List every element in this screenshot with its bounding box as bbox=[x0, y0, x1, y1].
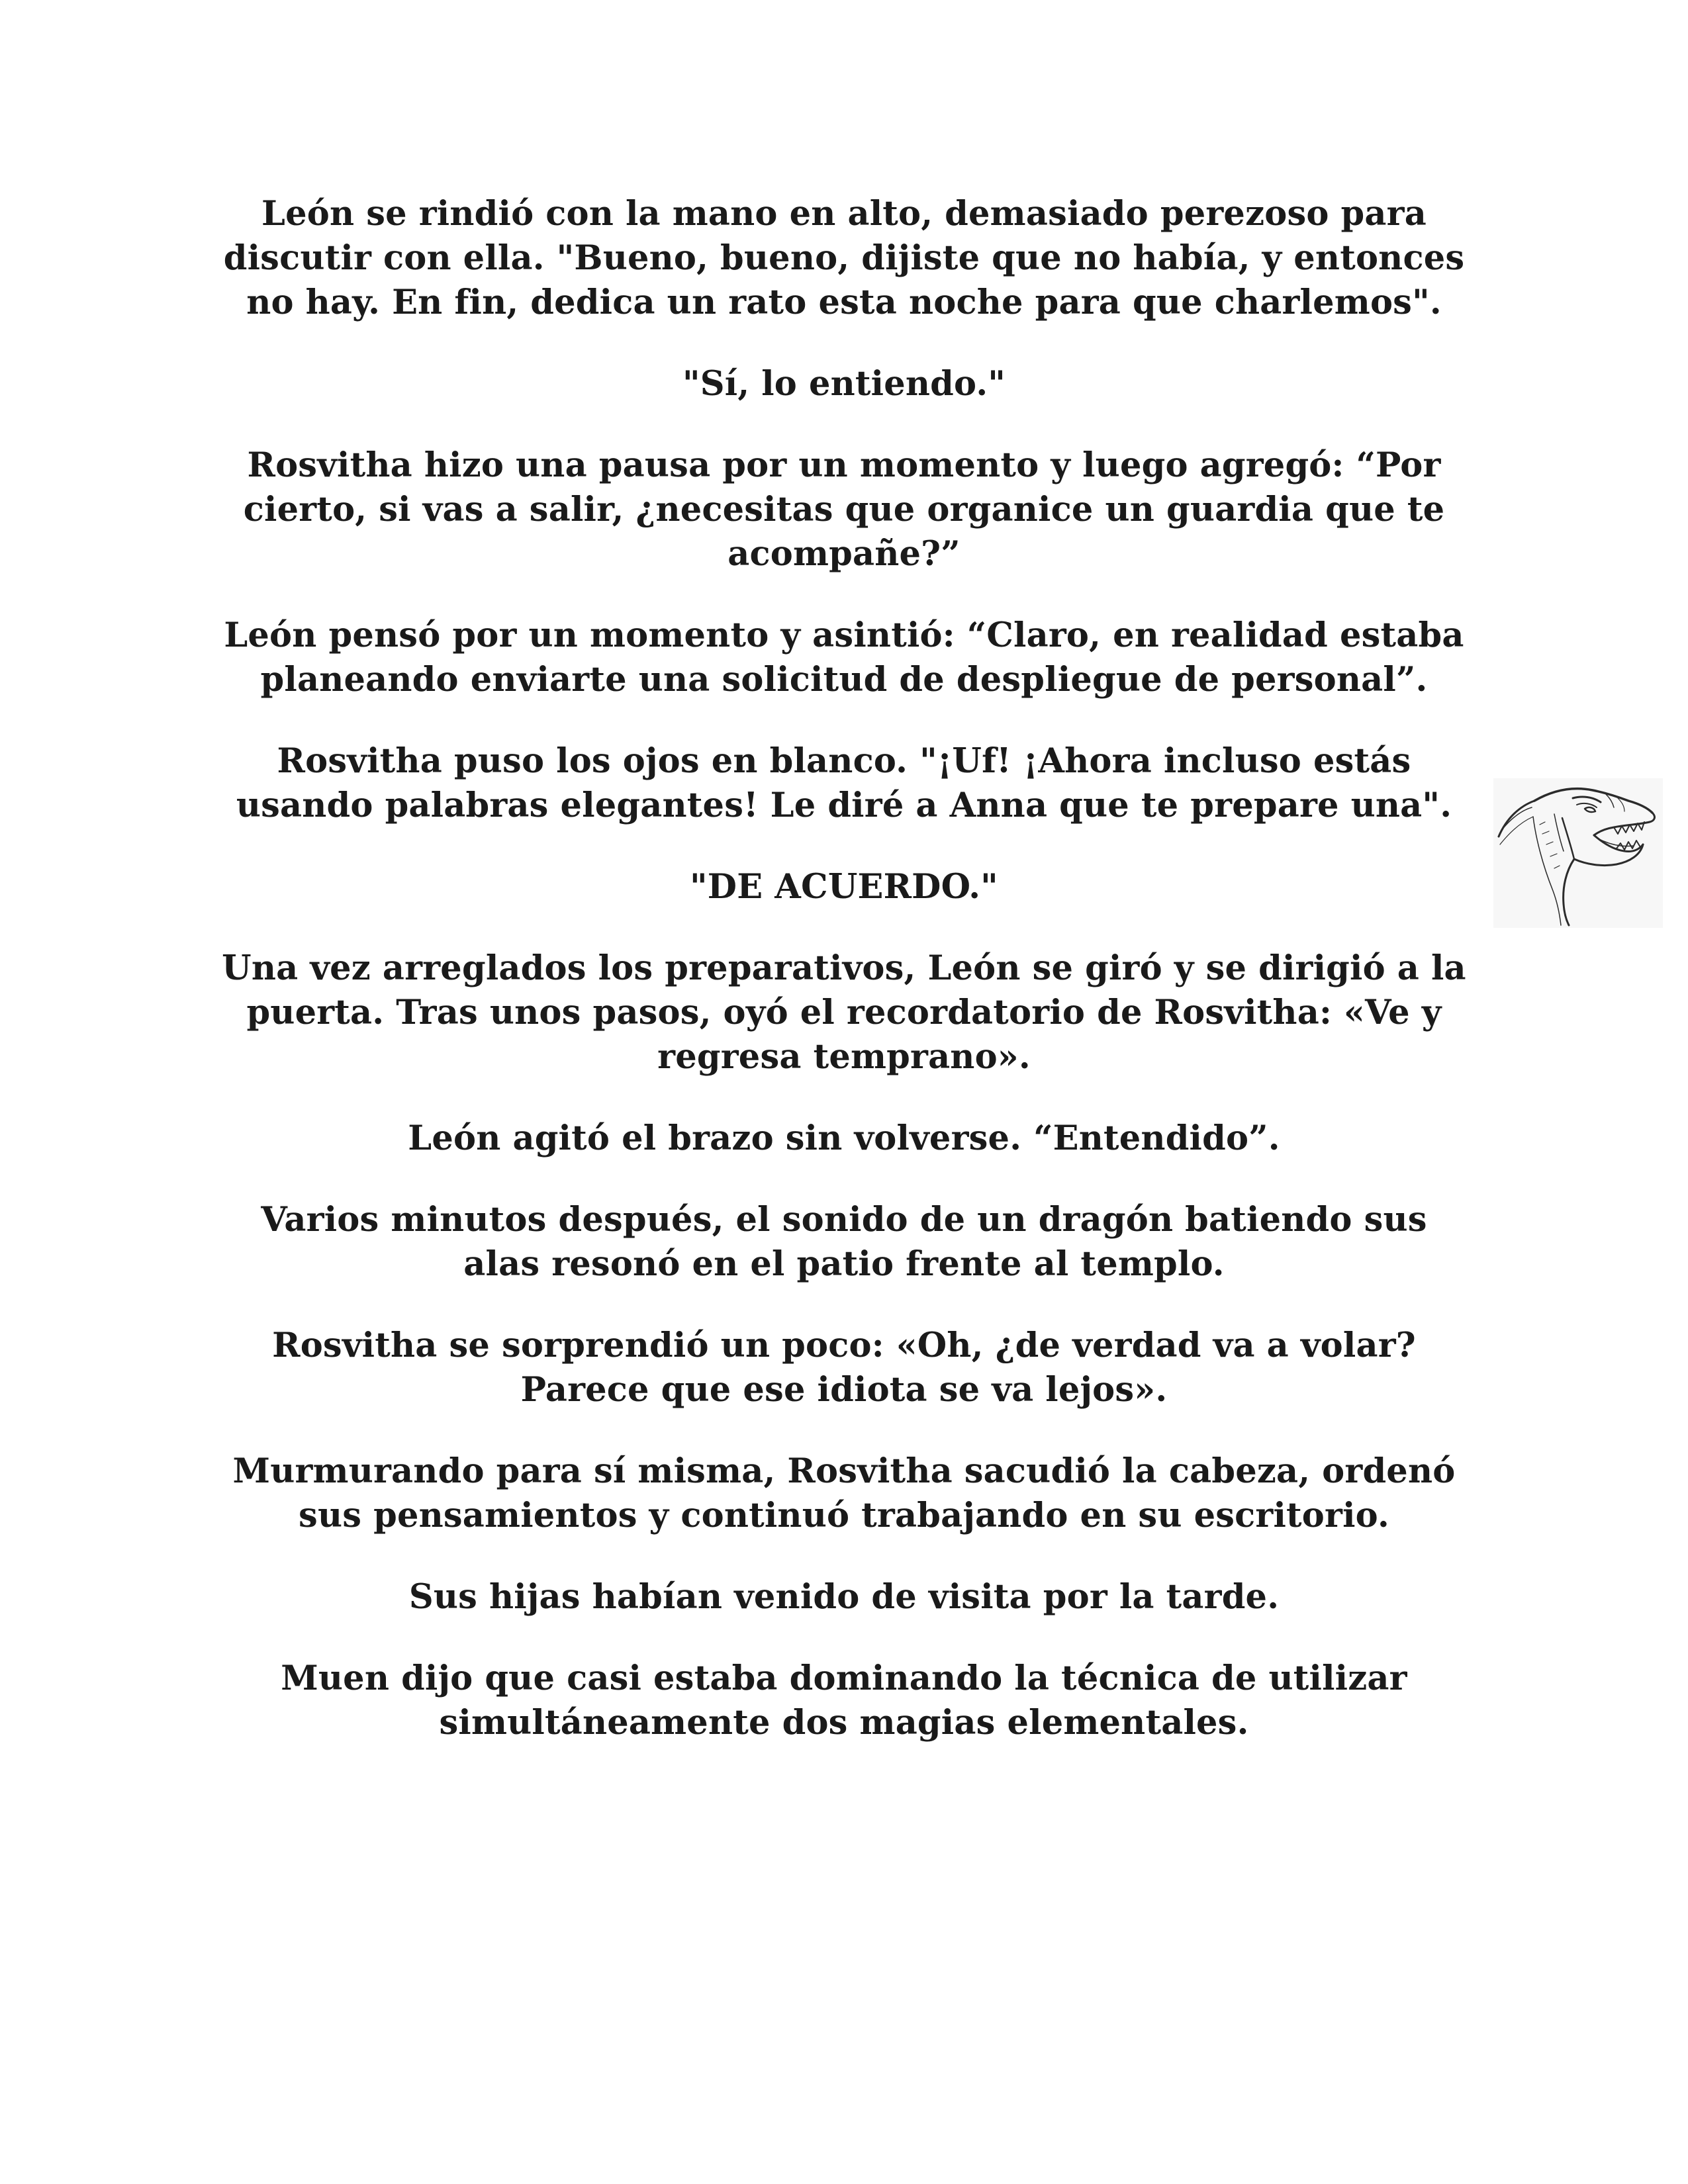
paragraph: Murmurando para sí misma, Rosvitha sacudió la cabeza, ordenó sus pensamientos y continuó trabajando en su escritorio. bbox=[232, 1451, 1456, 1535]
paragraph: Sus hijas habían venido de visita por la tarde. bbox=[408, 1577, 1280, 1617]
dragon-head-sketch-icon bbox=[1493, 778, 1663, 928]
paragraph: Rosvitha hizo una pausa por un momento y luego agregó: “Por cierto, si vas a salir, ¿necesitas que organice un guardia que te acompañe?” bbox=[243, 445, 1445, 574]
document-body bbox=[218, 192, 1470, 1782]
paragraph: León se rindió con la mano en alto, demasiado perezoso para discutir con ella. "Bueno, bueno, dijiste que no había, y entonces no hay. En fin, dedica un rato esta noche para que charlemos". bbox=[223, 194, 1465, 322]
paragraph: Una vez arreglados los preparativos, León se giró y se dirigió a la puerta. Tras unos pasos, oyó el recordatorio de Rosvitha: «Ve y regresa temprano». bbox=[222, 948, 1466, 1077]
paragraph: León pensó por un momento y asintió: “Claro, en realidad estaba planeando enviarte una solicitud de despliegue de personal”. bbox=[224, 615, 1464, 700]
paragraph: Muen dijo que casi estaba dominando la técnica de utilizar simultáneamente dos magias elementales. bbox=[281, 1659, 1407, 1743]
paragraph: "DE ACUERDO." bbox=[690, 867, 998, 907]
paragraph: León agitó el brazo sin volverse. “Entendido”. bbox=[408, 1118, 1280, 1158]
paragraph: Varios minutos después, el sonido de un dragón batiendo sus alas resonó en el patio frente al templo. bbox=[261, 1200, 1427, 1284]
paragraph: Rosvitha puso los ojos en blanco. "¡Uf! ¡Ahora incluso estás usando palabras elegantes! Le diré a Anna que te prepare una". bbox=[236, 741, 1452, 825]
paragraph: Rosvitha se sorprendió un poco: «Oh, ¿de verdad va a volar? Parece que ese idiota se va lejos». bbox=[272, 1326, 1416, 1410]
paragraph: "Sí, lo entiendo." bbox=[682, 364, 1006, 404]
